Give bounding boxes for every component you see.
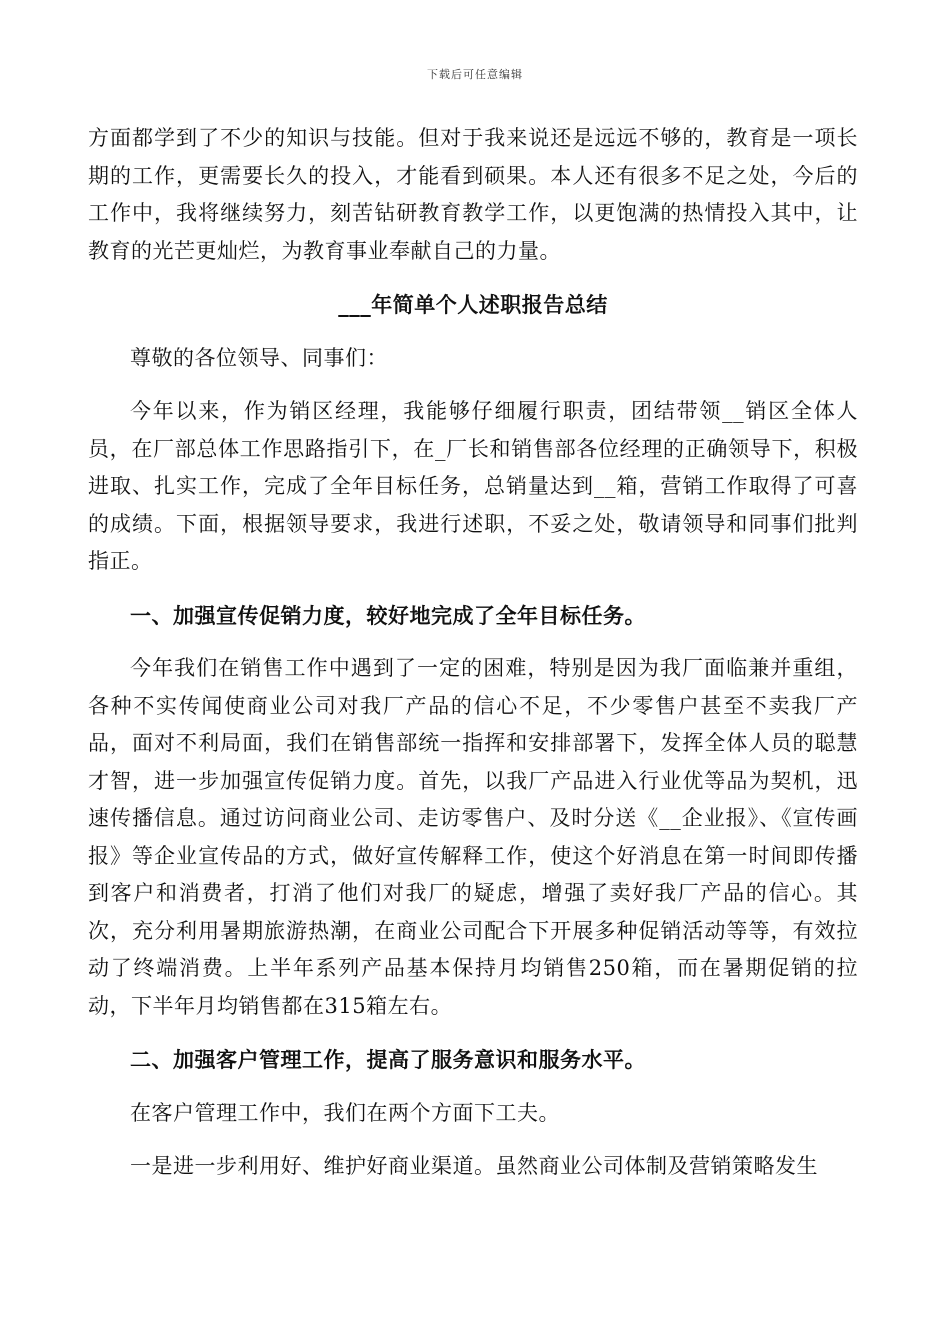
document-title [88,286,858,324]
paragraph-3: 在客户管理工作中，我们在两个方面下工夫。 [130,1100,560,1125]
salutation: 尊敬的各位领导、同事们： [130,345,388,370]
header-note: 下载后可任意编辑 [427,68,523,81]
document-body [88,120,858,1186]
heading-1: 一、加强宣传促销力度，较好地完成了全年目标任务。 [130,602,646,628]
title-blank: ___ [338,292,372,317]
paragraph-4: 一是进一步利用好、维护好商业渠道。虽然商业公司体制及营销策略发生 [130,1154,818,1178]
heading-2: 二、加强客户管理工作，提高了服务意识和服务水平。 [130,1047,646,1072]
title-text: 年简单个人述职报告总结 [371,292,608,317]
intro-paragraph: 方面都学到了不少的知识与技能。但对于我来说还是远远不够的，教育是一项长期的工作，更需要长久的投入，才能看到硕果。本人还有很多不足之处，今后的工作中，我将继续努力，刻苦钻研教育教学工作，以更饱满的热情投入其中，让教育的光芒更灿烂，为教育事业奉献自己的力量。 [88,126,858,263]
paragraph-2: 今年我们在销售工作中遇到了一定的困难，特别是因为我厂面临兼并重组，各种不实传闻使商业公司对我厂产品的信心不足，不少零售户甚至不卖我厂产品，面对不利局面，我们在销售部统一指挥和安排部署下，发挥全体人员的聪慧才智，进一步加强宣传促销力度。首先，以我厂产品进入行业优等品为契机，迅速传播信息。通过访问商业公司、走访零售户、及时分送《__企业报》、《宣传画报》等企业宣传品的方式，做好宣传解释工作，使这个好消息在第一时间即传播到客户和消费者，打消了他们对我厂的疑虑，增强了卖好我厂产品的信心。其次，充分利用暑期旅游热潮，在商业公司配合下开展多种促销活动等等，有效拉动了终端消费。上半年系列产品基本保持月均销售250箱，而在暑期促销的拉动，下半年月均销售都在315箱左右。 [88,656,858,1018]
paragraph-1: 今年以来，作为销区经理，我能够仔细履行职责，团结带领__销区全体人员，在厂部总体工作思路指引下，在_厂长和销售部各位经理的正确领导下，积极进取、扎实工作，完成了全年目标任务，总销量达到__箱，营销工作取得了可喜的成绩。下面，根据领导要求，我进行述职，不妥之处，敬请领导和同事们批判指正。 [88,399,858,573]
